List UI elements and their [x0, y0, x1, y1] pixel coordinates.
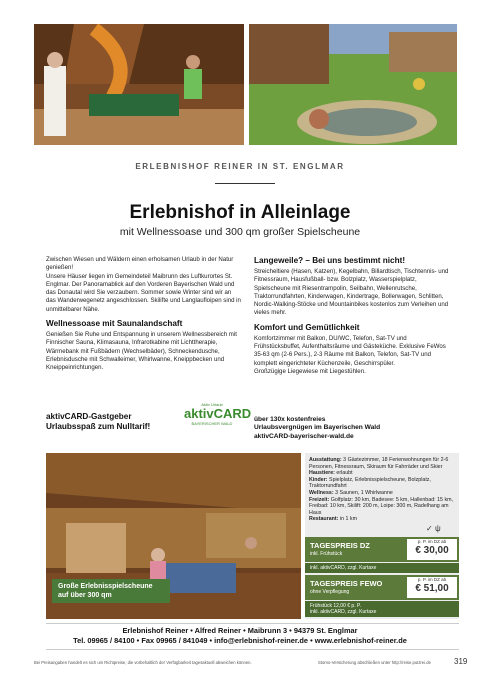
fact-row: Wellness: 3 Saunen, 1 Whirlwanne: [309, 489, 393, 496]
disclaimer-right: Storno-Versicherung abschließen unter http://reise.putzrei.de: [318, 660, 431, 665]
fact-row: Kinder: Spielplatz, Erlebnisspielscheune, Bolzplatz, Traktorrundfahrt: [309, 476, 431, 490]
fact-row: Haustiere: erlaubt: [309, 470, 353, 477]
fact-row: Freizeit: Golfplatz: 30 km, Badesee: 5 km, Hallenbad: 15 km, Freibad: 10 km, Skilift: 200 m, Loipe: 300 m, Radelhang am Haus: [309, 496, 453, 516]
price-fewo-pp-label: p. P. im DZ ab: [417, 577, 447, 582]
price-dz: [305, 537, 459, 573]
price-fewo-note-2: inkl. aktivCARD, zzgl. Kurtaxe: [310, 609, 377, 615]
right-column: [254, 256, 454, 376]
price-dz-label: TAGESPREIS DZ: [310, 541, 370, 550]
excursion-block: [254, 416, 454, 441]
footer-line-top: [46, 623, 459, 624]
price-fewo-note-1: Frühstück 12,00 € p. P.: [310, 603, 362, 609]
excursion-line1: über 130x kostenfreies: [254, 416, 326, 423]
page-title: Erlebnishof in Alleinlage: [129, 202, 351, 223]
photo-caption: [52, 579, 170, 603]
photo-play-barn: [46, 453, 301, 619]
photo-caption-line1: Große Erlebnisspielscheune: [58, 583, 153, 590]
fact-row: Ausstattung: 3 Gästezimmer, 18 Ferienwohnungen für 2-6 Personen, Fitnessraum, Skiraum für Fahrräder und Skier: [309, 457, 449, 470]
comfort-heading: Komfort und Gemütlichkeit: [254, 322, 360, 332]
pet-icon: ✓: [426, 524, 433, 533]
price-dz-pp-label: p. P. im DZ ab: [417, 539, 447, 544]
photo-caption-line2: auf über 300 qm: [58, 592, 112, 599]
footer-contact: Tel. 09965 / 84100 • Fax 09965 / 841049 • info@erlebnishof-reiner.de • www.erlebnishof-reiner.de: [73, 636, 407, 645]
price-dz-sub: inkl. Frühstück: [310, 551, 343, 557]
comfort-text-2: Großzügige Liegewiese mit Liegestühlen.: [254, 367, 366, 375]
price-dz-value-box: [407, 539, 457, 560]
photo-playground: [249, 24, 457, 145]
boredom-text: Streicheltiere (Hasen, Katzen), Kegelbahn, Billardtisch, Tischtennis- und Fitnessraum, Hausfußball- bzw. Bolzplatz, Wasserspielplatz, Spielscheune mit Riesentrampolin, Seilbahn, Wellenrutsche, Traktorrundfahrten, Kinderwagen, Kindertrage, Bollerwagen, Schlitten, Nordic-Walking-Stöcke und Mountainbikes kostenlos zum Verleihen und vieles mehr.: [254, 268, 449, 317]
fact-row: Restaurant: in 1 km: [309, 516, 357, 523]
disclaimer-left: Bei Preisangaben handelt es sich um Richtpreise, die vorbehaltlich der Verfügbarkeit tagesaktuell abweichen können.: [34, 660, 252, 665]
photo-table-tennis: [34, 24, 244, 145]
footer-address: Erlebnishof Reiner • Alfred Reiner • Maibrunn 3 • 94379 St. Englmar: [122, 626, 358, 635]
wellness-heading: Wellnessoase mit Saunalandschaft: [46, 319, 183, 329]
price-dz-value: € 30,00: [415, 545, 449, 556]
left-column: [46, 256, 242, 373]
aktivcard-line2: Urlaubsspaß zum Nulltarif!: [46, 422, 151, 431]
aktivcard-host: [46, 412, 176, 432]
price-dz-note: inkl. aktivCARD, zzgl. Kurtaxe: [305, 563, 459, 573]
wellness-text: Genießen Sie Ruhe und Entspannung in unserem Wellnessbereich mit Finnischer Sauna, Klimasauna, Infrarotkabine mit Lichttherapie, Wärmebank mit Fußbädern (Wechselbäder), Schneckendusche, Erlebnisdusche mit Schwalleimer, Whirlwanne, Kneippbecken und Kneippeinrichtungen.: [46, 331, 237, 372]
intro-text-2: Unsere Häuser liegen im Gemeindeteil Maibrunn des Luftkurortes St. Englmar. Der Panoramablick auf den Vorderen Bayerischen Wald und das Donautal wird Sie verzaubern. Sommer sowie Winter sind wir an das Wanderwegenetz angeschlossen. Skilifte und Langlaufloipen sind in unmittelbarer Nähe.: [46, 272, 241, 313]
facts-list: [309, 457, 455, 523]
page-subtitle: mit Wellnessoase und 300 qm großer Spielscheune: [119, 226, 361, 238]
price-fewo-value: € 51,00: [415, 583, 449, 594]
page-number: 319: [454, 657, 468, 666]
price-fewo-note: [305, 601, 459, 617]
excursion-line3: aktivCARD-bayerischer-wald.de: [254, 432, 354, 440]
price-fewo-sub: ohne Verpflegung: [310, 589, 350, 595]
intro-text-1: Zwischen Wiesen und Wäldern einen erholsamen Urlaub in der Natur genießen!: [46, 256, 234, 272]
amenity-icons: [426, 524, 441, 533]
price-fewo-value-box: [407, 577, 457, 598]
logo-main-text: aktivCARD: [184, 406, 252, 421]
comfort-text: Komfortzimmer mit Balkon, DU/WC, Telefon, Sat-TV und Frühstücksbuffet, Aufenthaltsräume und Gästeküche. Exklusive FeWos 35-63 qm (2-6 Pers.), 2-3 Räume mit Balkon, Telefon, Sat-TV und komplett eingerichteter Küchenzeile, Geschirrspüler.: [254, 334, 446, 367]
price-fewo-label: TAGESPREIS FEWO: [310, 579, 383, 588]
logo-small-text: Aktiv Urlaub: [201, 402, 223, 407]
price-fewo: [305, 575, 459, 617]
divider: [215, 183, 275, 184]
kicker: ERLEBNISHOF REINER IN ST. ENGLMAR: [135, 162, 345, 171]
wifi-icon: ψ: [434, 524, 441, 533]
aktivcard-logo: [184, 402, 252, 438]
boredom-heading: Langeweile? – Bei uns bestimmt nicht!: [254, 256, 406, 265]
excursion-line2: Urlaubsvergnügen im Bayerischen Wald: [254, 424, 381, 432]
aktivcard-line1: aktivCARD-Gastgeber: [46, 412, 132, 421]
logo-sub-text: BAYERISCHER WALD: [191, 421, 233, 426]
footer-line-bottom: [46, 649, 459, 650]
